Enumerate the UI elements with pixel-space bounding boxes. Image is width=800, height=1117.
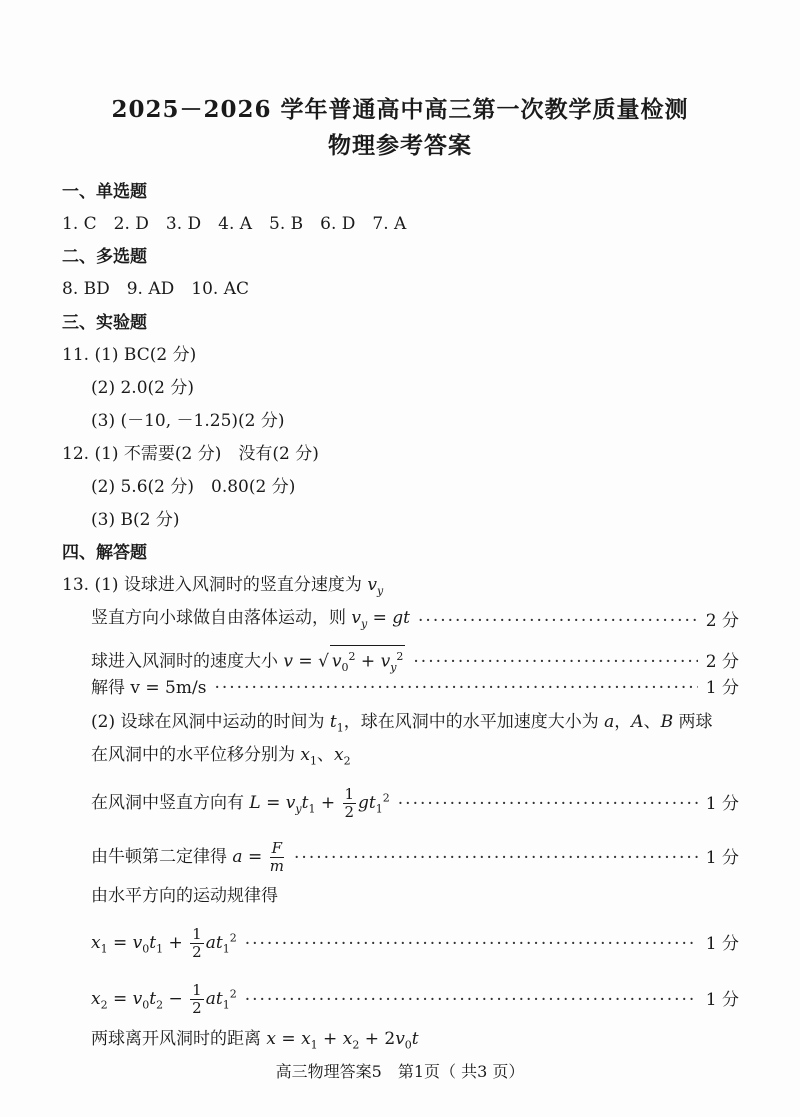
- score: 2 分: [705, 611, 739, 632]
- q13-horizontal-intro: 由水平方向的运动规律得: [91, 886, 278, 906]
- q13-eq-speed: 球进入风洞时的速度大小 v = √ $v_0^2 + v_y^2$ ····· 2 分: [91, 645, 739, 679]
- q13-eq-vertical-velocity: 竖直方向小球做自由落体运动，则 $v_y$ = gt ····· 2 分: [91, 607, 739, 635]
- q13-part2-intro: (2) 设球在风洞中运动的时间为 $t_1$，球在风洞中的水平加速度大小为 a，A、B 两球: [91, 712, 713, 735]
- section-single-choice: 一、单选题: [62, 182, 147, 202]
- q12-part1: 12. (1) 不需要(2 分) 没有(2 分): [62, 444, 319, 464]
- q11-part2: (2) 2.0(2 分): [91, 378, 195, 398]
- score: 1 分: [705, 678, 739, 698]
- q13-part1-intro: 13. (1) 设球进入风洞时的竖直分速度为 $v_y$: [62, 575, 384, 598]
- leader-dots: [413, 651, 697, 673]
- multi-choice-answers: 8. BD 9. AD 10. AC: [62, 279, 249, 299]
- q13-eq-x1: $x_1 = v_0t_1$ + $\frac{1}{2}$ $at_1^2$ ····· 1 分: [91, 926, 739, 961]
- leader-dots: [245, 989, 698, 1011]
- score: 1 分: [705, 847, 739, 868]
- leader-dots: [214, 677, 697, 699]
- section-experiment: 三、实验题: [62, 313, 147, 333]
- leader-dots: [245, 933, 698, 955]
- page-footer: 高三物理答案5 第1页（ 共3 页）: [275, 1062, 525, 1081]
- page-subtitle: 物理参考答案: [328, 132, 472, 159]
- leader-dots: [418, 610, 698, 632]
- score: 1 分: [705, 933, 739, 954]
- q11-part1: 11. (1) BC(2 分): [62, 345, 197, 365]
- score: 1 分: [705, 989, 739, 1010]
- q12-part2: (2) 5.6(2 分) 0.80(2 分): [91, 477, 296, 497]
- q13-eq-solution-speed: 解得 v = 5m/s ····· 1 分: [91, 677, 739, 699]
- leader-dots: [398, 793, 698, 815]
- q13-part2-intro-cont: 在风洞中的水平位移分别为 $x_1$、$x_2$: [91, 745, 351, 768]
- leader-dots: [294, 847, 698, 869]
- section-multi-choice: 二、多选题: [62, 247, 147, 267]
- q11-part3: (3) (－10, －1.25)(2 分): [91, 411, 285, 431]
- single-choice-answers: 1. C 2. D 3. D 4. A 5. B 6. D 7. A: [62, 214, 407, 234]
- q13-eq-x2: $x_2 = v_0t_2$ − $\frac{1}{2}$ $at_1^2$ ····· 1 分: [91, 982, 739, 1017]
- score: 1 分: [705, 793, 739, 814]
- q13-eq-newton: 由牛顿第二定律得 a = $\frac{F}{m}$ ····· 1 分: [91, 840, 739, 875]
- section-solve: 四、解答题: [62, 543, 147, 563]
- page-title: 2025－2026 学年普通高中高三第一次教学质量检测: [111, 96, 689, 123]
- q13-distance: 两球离开风洞时的距离 $x = x_1 + x_2 + 2v_0t$: [91, 1029, 419, 1052]
- q13-eq-vertical-displacement: 在风洞中竖直方向有 $L = v_yt_1$ + $\frac{1}{2}$ $gt_1^2$ ····· 1 分: [91, 786, 739, 821]
- score: 2 分: [705, 652, 739, 673]
- q12-part3: (3) B(2 分): [91, 510, 180, 530]
